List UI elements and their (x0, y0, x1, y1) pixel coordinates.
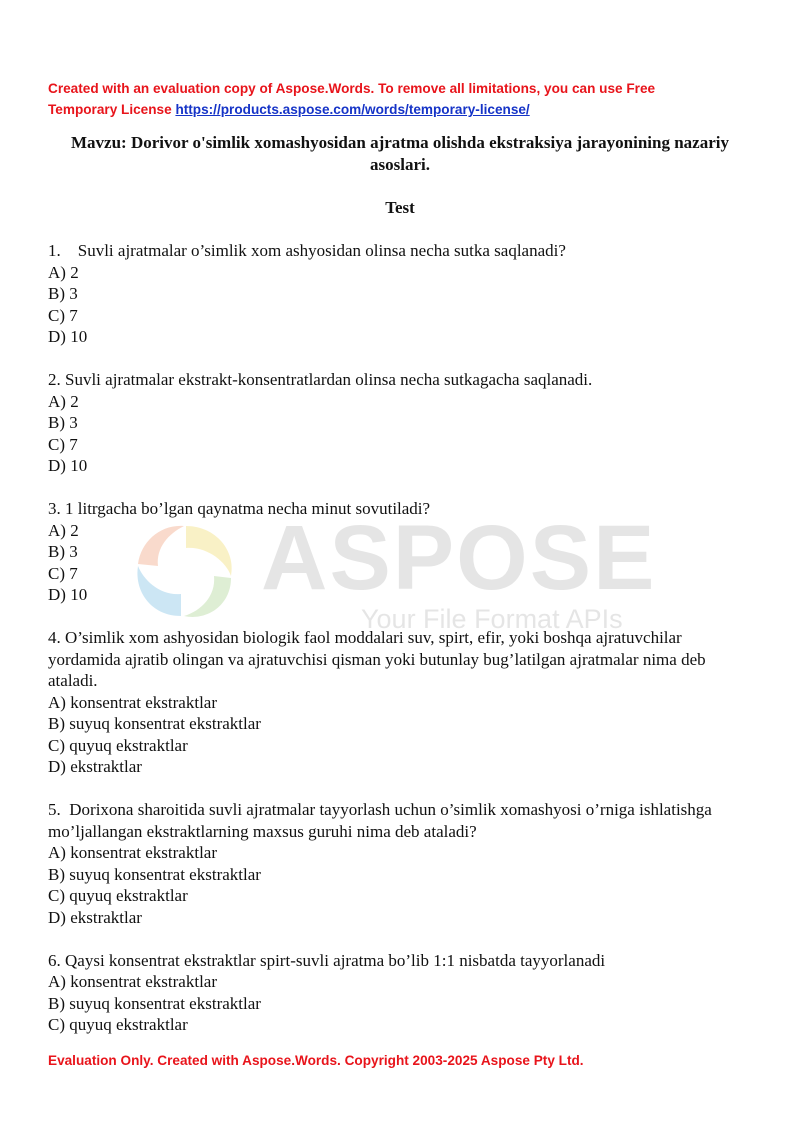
answer-option: A) konsentrat ekstraktlar (48, 692, 217, 712)
answer-option: C) quyuq ekstraktlar (48, 1015, 188, 1034)
question-list (48, 240, 748, 1057)
answer-option: B) suyuq konsentrat ekstraktlar (48, 714, 261, 733)
page-title: Mavzu: Dorivor o'simlik xomashyosidan ajratma olishda ekstraksiya jarayonining nazariy asoslari. (71, 133, 729, 174)
answer-option: D) 10 (48, 327, 88, 346)
question-item (48, 498, 748, 609)
answer-option: B) suyuq konsentrat ekstraktlar (48, 993, 261, 1013)
answer-option: D) 10 (48, 456, 88, 475)
question-item (48, 799, 748, 928)
answer-option: C) 7 (48, 305, 78, 325)
question-item (48, 627, 748, 778)
evaluation-notice-prefix: Temporary License (48, 102, 176, 117)
question-item (48, 369, 748, 477)
question-text: 1. Suvli ajratmalar o’simlik xom ashyosidan olinsa necha sutka saqlanadi? (48, 241, 566, 260)
answer-option: C) quyuq ekstraktlar (48, 735, 188, 755)
answer-option: A) 2 (48, 520, 79, 540)
answer-option: A) 2 (48, 262, 79, 282)
answer-option: C) quyuq ekstraktlar (48, 886, 188, 905)
question-item (48, 240, 748, 348)
answer-option: C) 7 (48, 434, 78, 454)
question-text: 2. Suvli ajratmalar ekstrakt-konsentratlardan olinsa necha sutkagacha saqlanadi. (48, 370, 593, 389)
temporary-license-link[interactable]: https://products.aspose.com/words/temporary-license/ (175, 102, 530, 117)
watermark-tagline: Your File Format APIs (361, 604, 623, 634)
answer-option: D) 10 (48, 585, 88, 604)
answer-option: B) 3 (48, 542, 78, 561)
question-text: 4. O’simlik xom ashyosidan biologik faol moddalari suv, spirt, efir, yoki boshqa ajratuvchilar yordamida ajratib olingan va ajratuvchisi qisman yoki butunlay bug’latilgan ajratmalar nima deb ataladi. (48, 628, 706, 690)
evaluation-notice-line2 (48, 99, 748, 120)
page-subtitle: Test (385, 198, 415, 217)
question-item (48, 950, 748, 1036)
answer-option: C) 7 (48, 563, 78, 583)
question-text: 5. Dorixona sharoitida suvli ajratmalar tayyorlash uchun o’simlik xomashyosi o’rniga ishlatishga mo’ljallangan ekstraktlarning maxsus guruhi nima deb ataladi? (48, 800, 717, 841)
question-text: 3. 1 litrgacha bo’lgan qaynatma necha minut sovutiladi? (48, 499, 431, 518)
answer-option: D) ekstraktlar (48, 757, 142, 776)
answer-option: D) ekstraktlar (48, 907, 142, 927)
evaluation-notice-line1: Created with an evaluation copy of Aspose.Words. To remove all limitations, you can use Free (48, 81, 656, 96)
answer-option: A) konsentrat ekstraktlar (48, 843, 217, 862)
answer-option: B) 3 (48, 284, 78, 303)
answer-option: A) konsentrat ekstraktlar (48, 972, 217, 991)
watermark-brand: ASPOSE (261, 507, 657, 609)
question-text: 6. Qaysi konsentrat ekstraktlar spirt-suvli ajratma bo’lib 1:1 nisbatda tayyorlanadi (48, 950, 606, 970)
answer-option: A) 2 (48, 391, 79, 411)
evaluation-notice-bottom: Evaluation Only. Created with Aspose.Words. Copyright 2003-2025 Aspose Pty Ltd. (48, 1053, 584, 1068)
evaluation-notice-top (48, 78, 748, 120)
answer-option: B) 3 (48, 413, 78, 432)
answer-option: B) suyuq konsentrat ekstraktlar (48, 864, 261, 884)
